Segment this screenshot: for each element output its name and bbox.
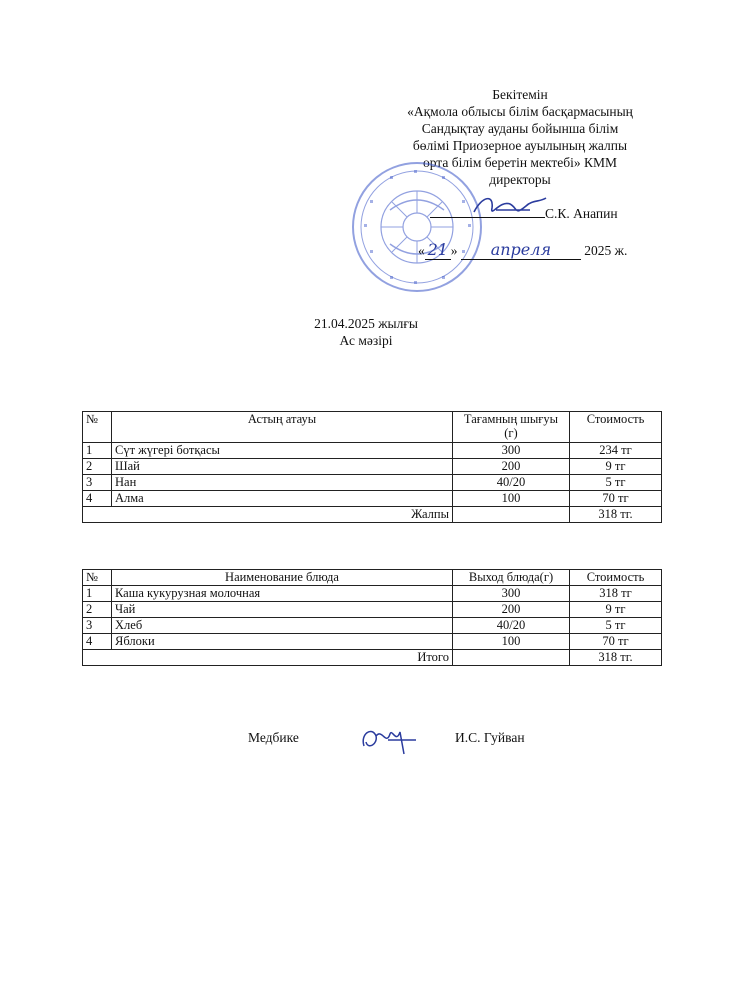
total-value: 318 тг. xyxy=(570,650,662,666)
row-price: 9 тг xyxy=(570,602,662,618)
table-row xyxy=(83,443,662,459)
approval-line-1: «Ақмола облысы білім басқармасының xyxy=(407,104,633,119)
row-number: 2 xyxy=(83,602,112,618)
director-signature xyxy=(470,186,550,226)
row-price: 9 тг xyxy=(570,459,662,475)
table-row xyxy=(83,459,662,475)
menu-table-ru xyxy=(82,569,662,666)
row-dish: Шай xyxy=(112,459,453,475)
approval-heading: Бекітемін xyxy=(492,87,548,102)
director-name: С.К. Анапин xyxy=(545,206,618,221)
table-total-row xyxy=(83,507,662,523)
footer-role: Медбике xyxy=(248,730,299,745)
header-price: Стоимость xyxy=(570,412,662,443)
header-portion: Тағамның шығуы (г) xyxy=(453,412,570,443)
nurse-signature xyxy=(358,720,418,758)
date-month: апреля xyxy=(461,240,581,260)
table-header-row xyxy=(83,570,662,586)
table-row xyxy=(83,602,662,618)
table-total-row xyxy=(83,650,662,666)
row-number: 4 xyxy=(83,634,112,650)
official-stamp xyxy=(350,160,485,295)
row-number: 2 xyxy=(83,459,112,475)
approval-line-3: бөлімі Приозерное ауылының жалпы xyxy=(412,138,628,153)
header-number: № xyxy=(83,570,112,586)
approval-line-4: орта білім беретін мектебі» КММ xyxy=(422,155,618,170)
row-price: 5 тг xyxy=(570,618,662,634)
total-empty-cell xyxy=(453,650,570,666)
table-row xyxy=(83,491,662,507)
row-dish: Алма xyxy=(112,491,453,507)
total-value: 318 тг. xyxy=(570,507,662,523)
total-label: Жалпы xyxy=(83,507,453,523)
row-price: 5 тг xyxy=(570,475,662,491)
table-header-row xyxy=(83,412,662,443)
row-dish: Сүт жүгері ботқасы xyxy=(112,443,453,459)
row-price: 70 тг xyxy=(570,634,662,650)
row-number: 3 xyxy=(83,618,112,634)
header-dish-name: Астың атауы xyxy=(112,412,453,443)
approval-line-2: Сандықтау ауданы бойынша білім xyxy=(421,121,619,136)
menu-date: 21.04.2025 жылғы xyxy=(314,316,418,331)
row-portion: 200 xyxy=(453,459,570,475)
row-portion: 300 xyxy=(453,443,570,459)
table-row xyxy=(83,475,662,491)
menu-title-block xyxy=(0,315,732,349)
row-portion: 100 xyxy=(453,634,570,650)
menu-table-kz xyxy=(82,411,662,523)
row-number: 1 xyxy=(83,586,112,602)
date-close-quote: » xyxy=(450,243,458,258)
table-row xyxy=(83,586,662,602)
header-dish-name: Наименование блюда xyxy=(112,570,453,586)
header-portion: Выход блюда(г) xyxy=(453,570,570,586)
total-label: Итого xyxy=(83,650,453,666)
table-row xyxy=(83,634,662,650)
table-row xyxy=(83,618,662,634)
row-price: 70 тг xyxy=(570,491,662,507)
row-portion: 100 xyxy=(453,491,570,507)
row-price: 234 тг xyxy=(570,443,662,459)
row-portion: 300 xyxy=(453,586,570,602)
row-dish: Нан xyxy=(112,475,453,491)
header-number: № xyxy=(83,412,112,443)
row-price: 318 тг xyxy=(570,586,662,602)
date-open-quote: « xyxy=(418,243,425,258)
row-dish: Каша кукурузная молочная xyxy=(112,586,453,602)
row-number: 3 xyxy=(83,475,112,491)
approval-line-5: директоры xyxy=(489,172,551,187)
approval-date-line xyxy=(418,240,627,260)
row-number: 1 xyxy=(83,443,112,459)
row-number: 4 xyxy=(83,491,112,507)
header-price: Стоимость xyxy=(570,570,662,586)
total-empty-cell xyxy=(453,507,570,523)
row-dish: Яблоки xyxy=(112,634,453,650)
row-portion: 40/20 xyxy=(453,475,570,491)
menu-title: Ас мәзірі xyxy=(339,333,393,348)
row-dish: Хлеб xyxy=(112,618,453,634)
row-portion: 40/20 xyxy=(453,618,570,634)
row-portion: 200 xyxy=(453,602,570,618)
row-dish: Чай xyxy=(112,602,453,618)
date-year: 2025 ж. xyxy=(584,243,628,258)
date-day: 21 xyxy=(425,240,451,260)
footer-name: И.С. Гуйван xyxy=(455,730,525,745)
